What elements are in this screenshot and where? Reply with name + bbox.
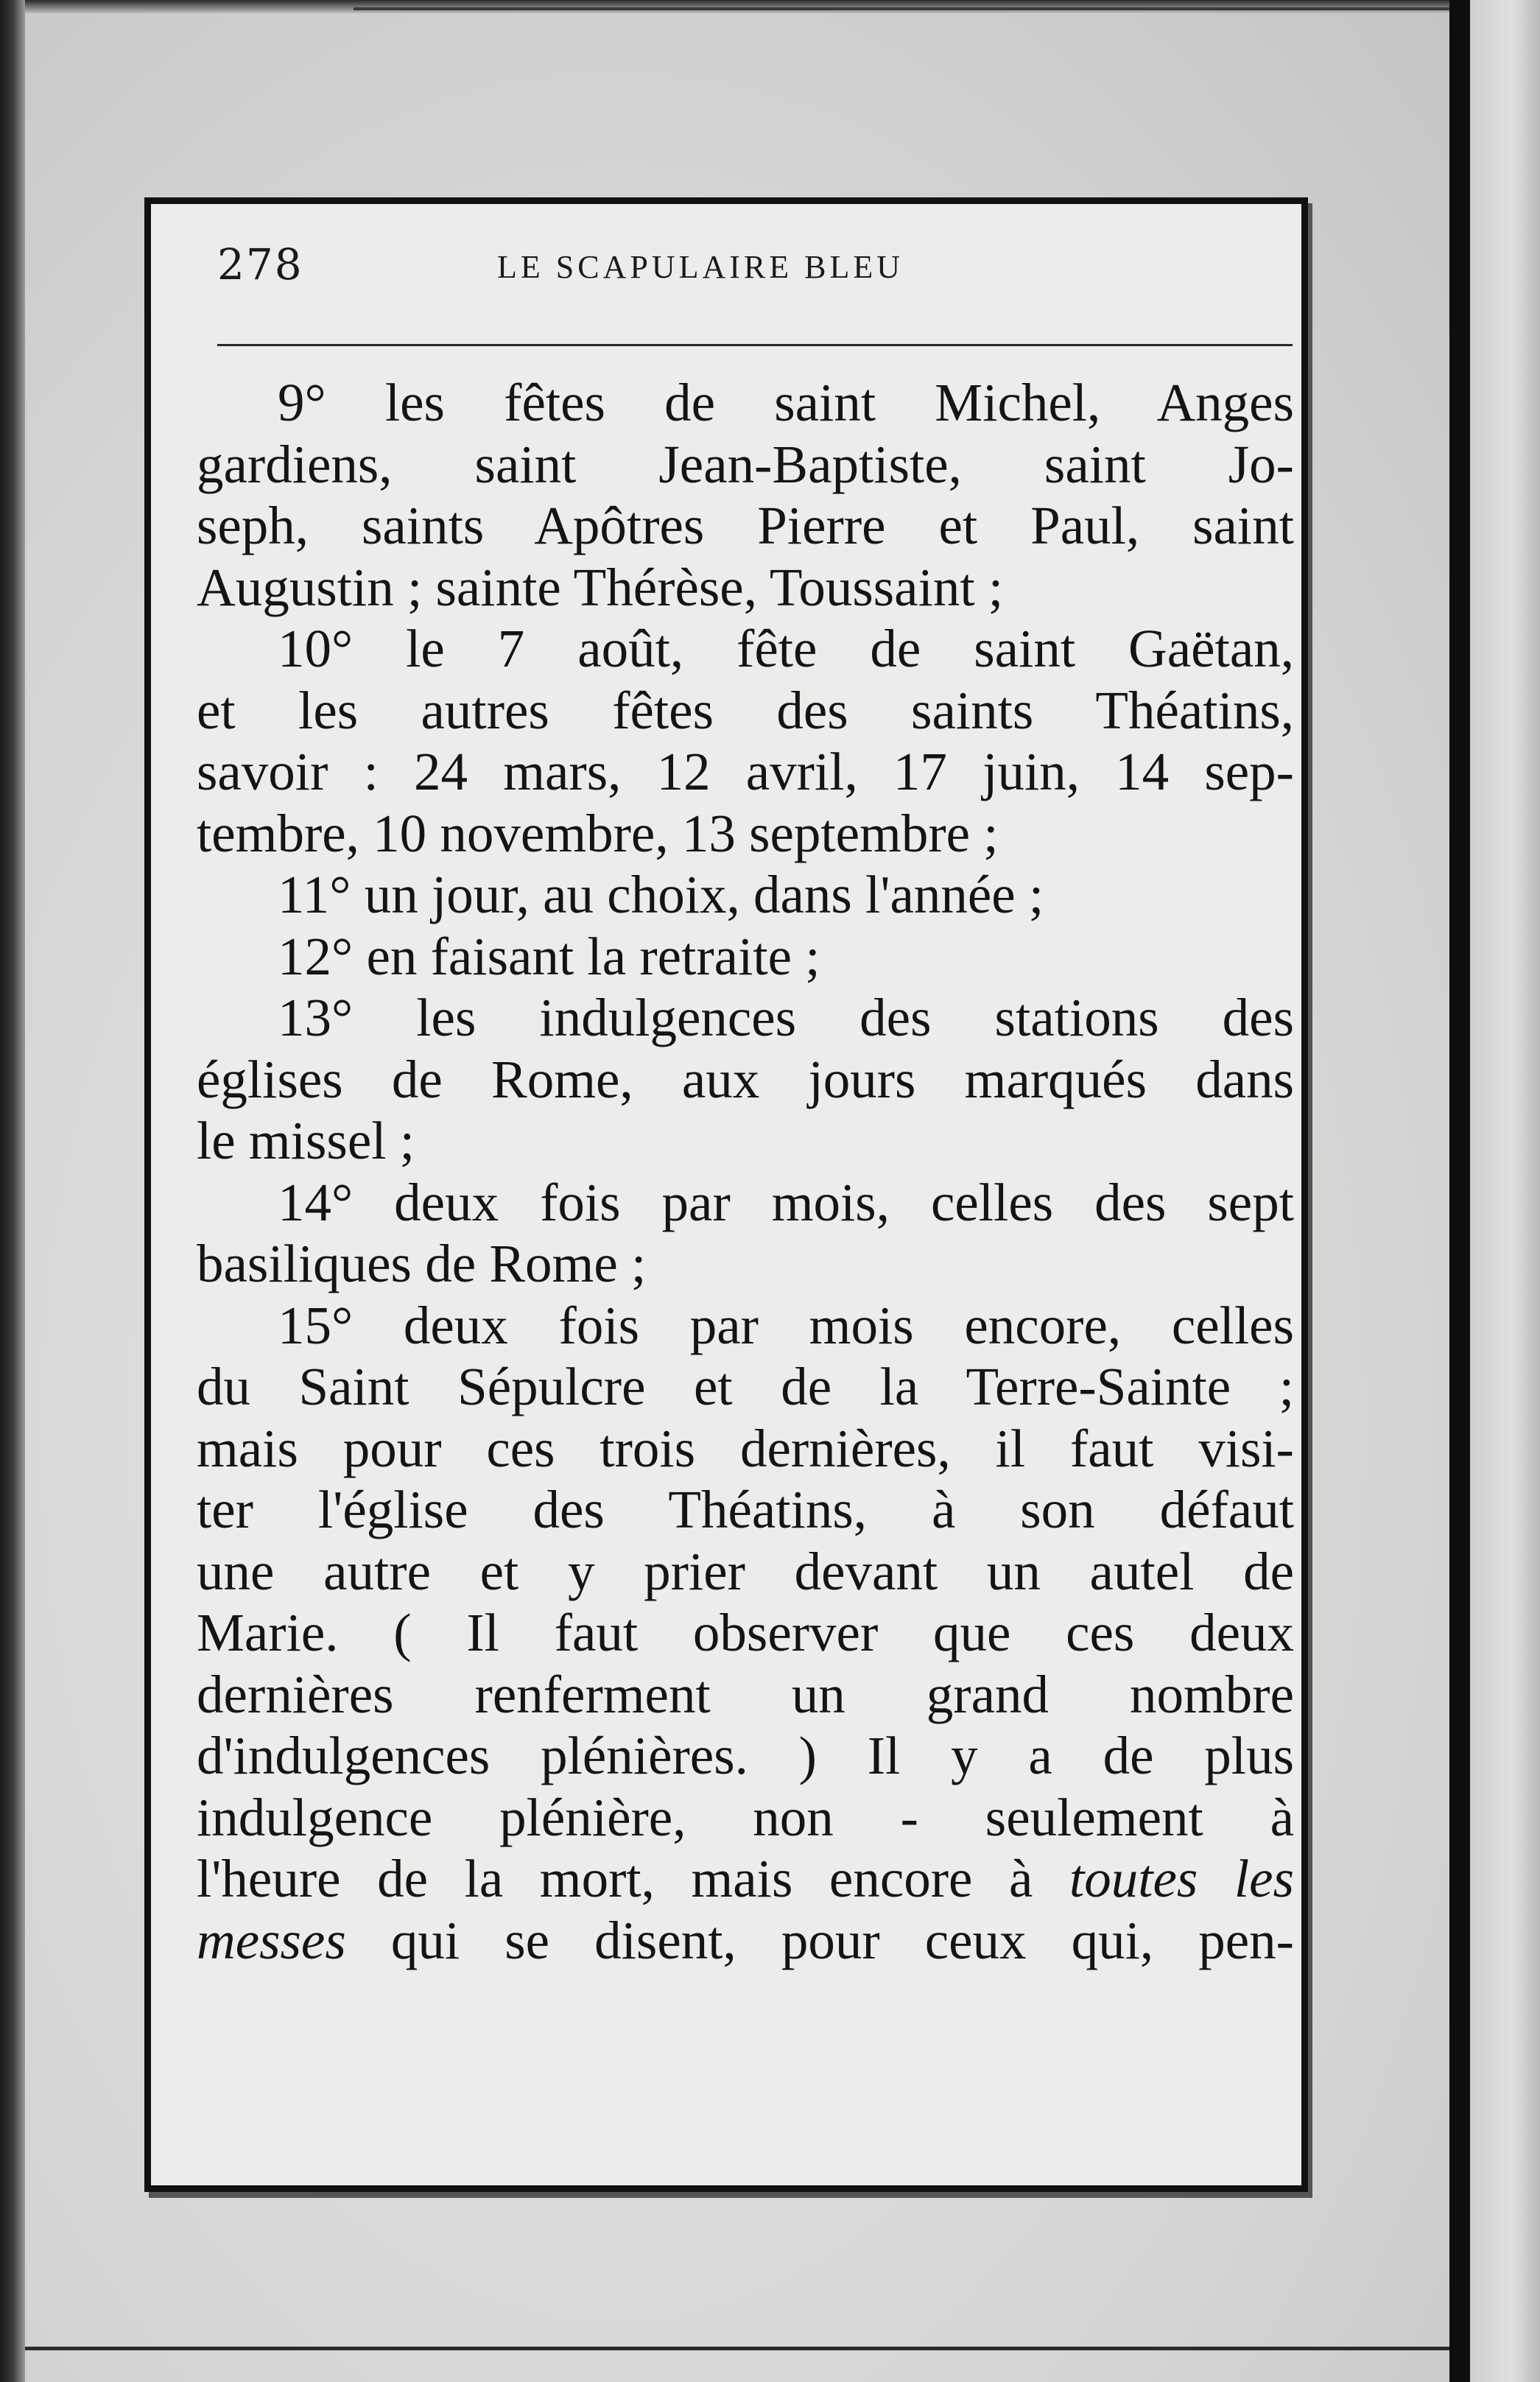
scan-right-margin — [1470, 0, 1540, 2382]
italic-run: toutes les — [1069, 1849, 1294, 1908]
text-line: et les autres fêtes des saints Théatins, — [197, 680, 1294, 740]
text-line: ter l'église des Théatins, à son défaut — [197, 1480, 1294, 1539]
text-line: 15° deux fois par mois encore, celles — [278, 1295, 1294, 1355]
scan-top-edge — [0, 0, 1540, 13]
scan-top-rule — [354, 7, 1451, 10]
text-line — [197, 1848, 1294, 1910]
text-line — [197, 1910, 1294, 1972]
scan-left-edge — [0, 0, 25, 2382]
running-head: LE SCAPULAIRE BLEU — [497, 249, 904, 285]
page-number: 278 — [217, 239, 303, 289]
italic-run: messes — [197, 1910, 346, 1970]
text-line: 9° les fêtes de saint Michel, Anges — [278, 373, 1294, 432]
text-line: savoir : 24 mars, 12 avril, 17 juin, 14 sep- — [197, 742, 1294, 801]
text-line: 10° le 7 août, fête de saint Gaëtan, — [278, 619, 1294, 678]
text-line: églises de Rome, aux jours marqués dans — [197, 1049, 1294, 1109]
text-line: une autre et y prier devant un autel de — [197, 1541, 1294, 1601]
scan-right-border — [1449, 0, 1470, 2382]
body-text — [197, 372, 1294, 1971]
text-line: basiliques de Rome ; — [197, 1234, 647, 1293]
text-line: tembre, 10 novembre, 13 septembre ; — [197, 803, 999, 863]
text-line: Augustin ; sainte Thérèse, Toussaint ; — [197, 557, 1004, 617]
text-line: le missel ; — [197, 1111, 415, 1170]
text-line: dernières renferment un grand nombre — [197, 1664, 1294, 1724]
text-line: Marie. ( Il faut observer que ces deux — [197, 1603, 1294, 1662]
header-rule — [217, 344, 1293, 346]
page-header — [217, 239, 1241, 306]
text-line: gardiens, saint Jean-Baptiste, saint Jo- — [197, 434, 1294, 494]
text-run: l'heure de la mort, mais encore à — [197, 1849, 1069, 1908]
text-line: seph, saints Apôtres Pierre et Paul, saint — [197, 496, 1294, 555]
text-line: 14° deux fois par mois, celles des sept — [278, 1172, 1294, 1232]
text-line: mais pour ces trois dernières, il faut visi- — [197, 1418, 1294, 1478]
text-line: 13° les indulgences des stations des — [278, 988, 1294, 1047]
text-run: qui se disent, pour ceux qui, pen- — [345, 1910, 1294, 1970]
text-line: indulgence plénière, non - seulement à — [197, 1787, 1294, 1847]
text-line: 11° un jour, au choix, dans l'année ; — [278, 865, 1044, 924]
page-frame — [144, 197, 1308, 2192]
text-line: d'indulgences plénières. ) Il y a de plus — [197, 1726, 1294, 1785]
text-line: 12° en faisant la retraite ; — [278, 926, 820, 986]
text-line: du Saint Sépulcre et de la Terre-Sainte ; — [197, 1357, 1294, 1416]
scan-bottom-rule — [25, 2347, 1449, 2350]
